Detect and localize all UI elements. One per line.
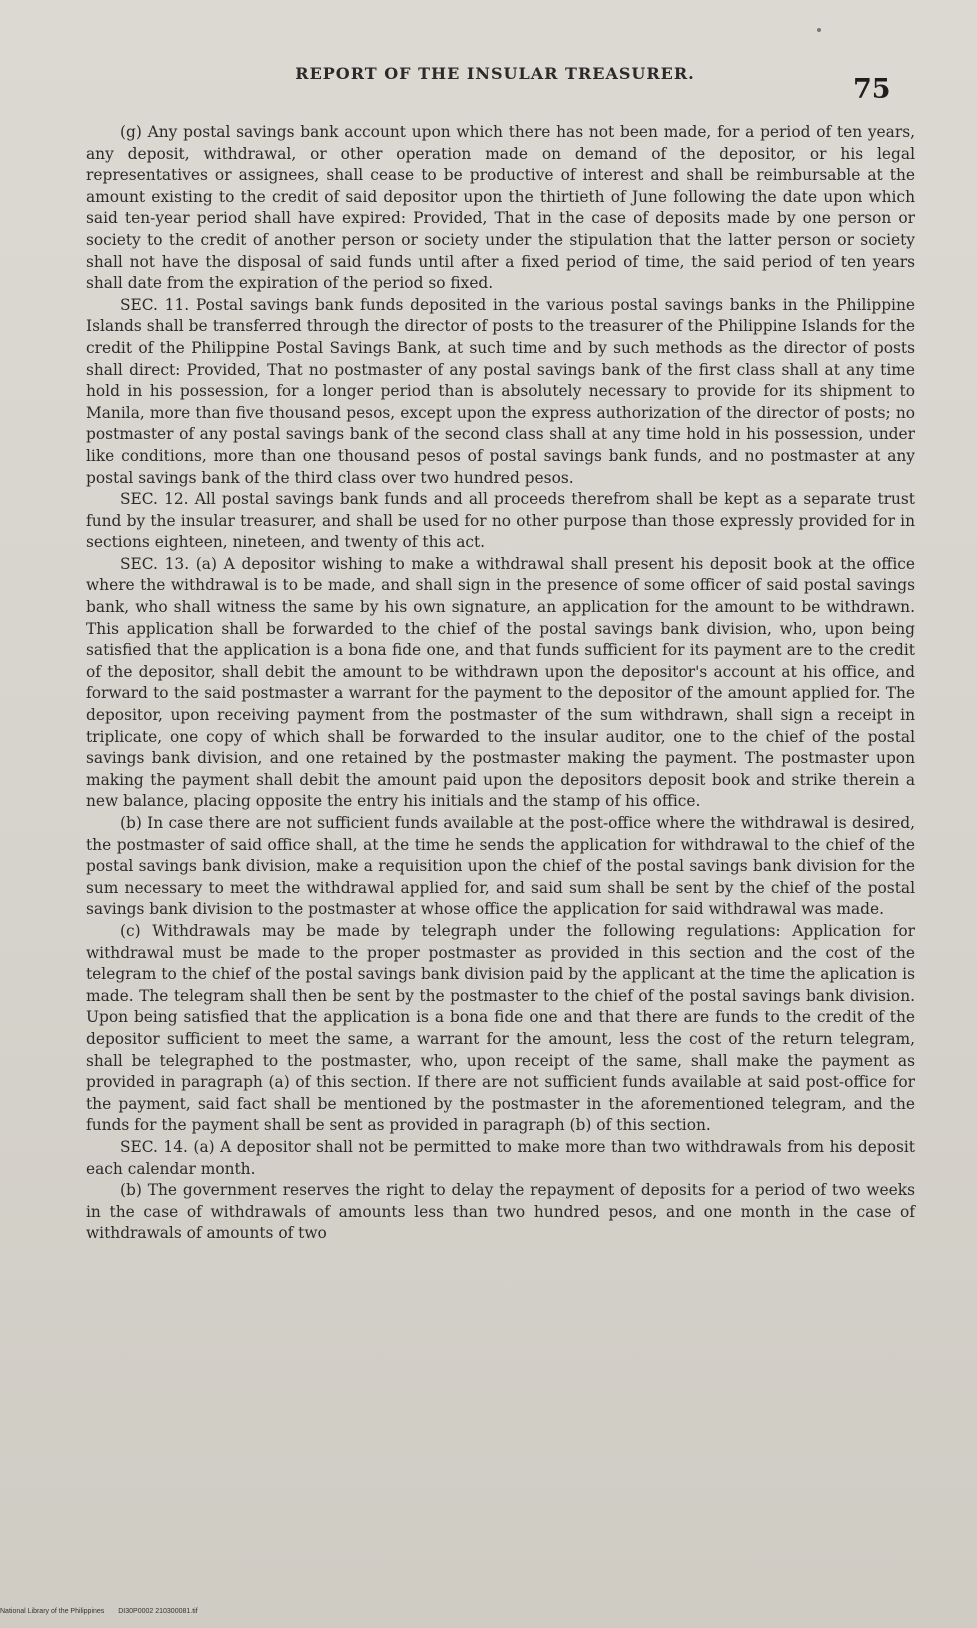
body-text [86, 122, 915, 1245]
paragraph-g: (g) Any postal savings bank account upon which there has not been made, for a period of ten years, any deposit, withdrawal, or other operation made on demand of the depositor, or his legal representatives or assignees, shall cease to be productive of interest and shall be reimbursable at the amount existing to the credit of said depositor upon the thirtieth of June following the date upon which said ten-year period shall have expired: Provided, That in the case of deposits made by one person or society to the credit of another person or society under the stipulation that the latter person or society shall not have the disposal of said funds until after a fixed period of time, the said period of ten years shall date from the expiration of the period so fixed. [86, 123, 915, 293]
page-number: 75 [853, 74, 891, 105]
paragraph-sec-14a: SEC. 14. (a) A depositor shall not be permitted to make more than two withdrawals from his deposit each calendar month. [86, 1137, 915, 1178]
paragraph-sec-11: SEC. 11. Postal savings bank funds deposited in the various postal savings banks in the Philippine Islands shall be transferred through the director of posts to the treasurer of the Philippine Islands for the credit of the Philippine Postal Savings Bank, at such time and by such methods as the director of posts shall direct: Provided, That no postmaster of any postal savings bank of the first class shall at any time hold in his possession, for a longer period than is absolutely necessary to provide for its shipment to Manila, more than five thousand pesos, except upon the express authorization of the director of posts; no postmaster of any postal savings bank of the second class shall at any time hold in his possession, under like conditions, more than one thousand pesos of postal savings bank funds, and no postmaster at any postal savings bank of the third class over two hundred pesos. [86, 295, 915, 487]
paragraph-sec-13c: (c) Withdrawals may be made by telegraph under the following regulations: Application for withdrawal must be made to the proper postmaster as provided in this section and the cost of the telegram to the chief of the postal savings bank division paid by the applicant at the time the aplication is made. The telegram shall then be sent by the postmaster to the chief of the postal savings bank division. Upon being satisfied that the application is a bona fide one and that there are funds to the credit of the depositor sufficient to meet the same, a warrant for the amount, less the cost of the return telegram, shall be telegraphed to the postmaster, who, upon receipt of the same, shall make the payment as provided in paragraph (a) of this section. If there are not sufficient funds available at said post-office for the payment, said fact shall be mentioned by the postmaster in the aforementioned telegram, and the funds for the payment shall be sent as provided in paragraph (b) of this section. [86, 921, 915, 1135]
running-header: REPORT OF THE INSULAR TREASURER. [295, 64, 695, 83]
paragraph-sec-14b: (b) The government reserves the right to delay the repayment of deposits for a period of two weeks in the case of withdrawals of amounts less than two hundred pesos, and one month in the case of withdrawals of amounts of two [86, 1181, 915, 1243]
footer-library: National Library of the Philippines [0, 1608, 105, 1615]
scan-speck [817, 28, 821, 32]
scan-footer [0, 1608, 210, 1615]
paragraph-sec-12: SEC. 12. All postal savings bank funds and all proceeds therefrom shall be kept as a separate trust fund by the insular treasurer, and shall be used for no other purpose than those expressly provided for in sections eighteen, nineteen, and twenty of this act. [86, 490, 915, 552]
paragraph-sec-13a: SEC. 13. (a) A depositor wishing to make a withdrawal shall present his deposit book at the office where the withdrawal is to be made, and shall sign in the presence of some officer of said postal savings bank, who shall witness the same by his own signature, an application for the amount to be withdrawn. This application shall be forwarded to the chief of the postal savings bank division, who, upon being satisfied that the application is a bona fide one, and that funds sufficient for its payment are to the credit of the depositor, shall debit the amount to be withdrawn upon the depositor's account at his office, and forward to the said postmaster a warrant for the payment to the depositor of the amount applied for. The depositor, upon receiving payment from the postmaster of the sum withdrawn, shall sign a receipt in triplicate, one copy of which shall be forwarded to the insular auditor, one to the chief of the postal savings bank division, and one retained by the postmaster making the payment. The postmaster upon making the payment shall debit the amount paid upon the depositors deposit book and strike therein a new balance, placing opposite the entry his initials and the stamp of his office. [86, 554, 915, 811]
footer-code: DI30P0002 210300081.tif [118, 1608, 198, 1615]
paragraph-sec-13b: (b) In case there are not sufficient funds available at the post-office where the withdrawal is desired, the postmaster of said office shall, at the time he sends the application for withdrawal to the chief of the postal savings bank division, make a requisition upon the chief of the postal savings bank division for the sum necessary to meet the withdrawal applied for, and said sum shall be sent by the chief of the postal savings bank division to the postmaster at whose office the application for said withdrawal was made. [86, 814, 915, 919]
